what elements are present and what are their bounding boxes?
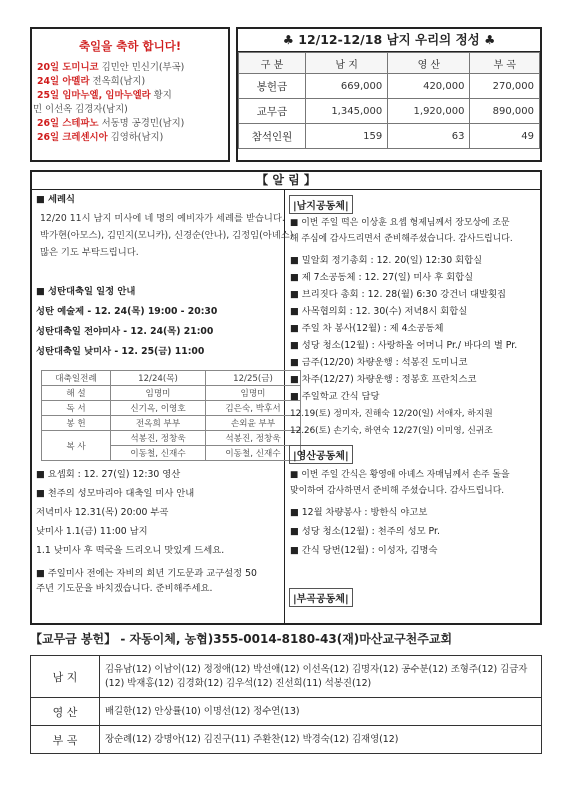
donors-label: 부 곡 [31,726,100,754]
stats-cell: 669,000 [306,74,388,99]
schedule-cell: 손외윤 부부 [206,416,301,431]
namji-line: ■ 성당 청소(12월) : 사랑하올 어머니 Pr./ 바다의 별 Pr. [290,340,518,351]
offering-stats [236,27,542,162]
namji-line: ■ 제 7소공동체 : 12. 27(일) 미사 후 회합실 [290,272,474,283]
stats-row-label: 참석인원 [239,124,306,149]
schedule-cell: 독 서 [42,401,111,416]
stats-title: ♣ 12/12-12/18 남지 우리의 정성 ♣ [238,29,540,52]
notice-line: ■ 천주의 성모마리아 대축일 미사 안내 [36,488,195,499]
stats-cell: 1,920,000 [388,99,470,124]
schedule-cell: 전옥희 부부 [111,416,206,431]
christmas-schedule-table [41,370,301,461]
schedule-cell: 김은숙, 박후서 [206,401,301,416]
schedule-header: 12/25(금) [206,371,301,386]
baptism-line: 박가현(아모스), 김민지(모니카), 신경순(안나), 김정임(아녜스) [40,230,294,241]
namji-line: ■ 브리짓다 총회 : 12. 28(월) 6:30 강건너 대발횟집 [290,289,507,300]
donors-table [30,655,542,754]
namji-line: 해 주심에 감사드리면서 준비해주셨습니다. 감사드립니다. [290,234,513,244]
notice-line: 저녁미사 12.31(목) 20:00 부곡 [36,507,169,518]
donors-names: 장순례(12) 강명아(12) 김진구(11) 주환찬(12) 박경숙(12) 김재영(12) [100,726,542,754]
yeongsan-line: ■ 성당 청소(12월) : 천주의 성모 Pr. [290,526,440,537]
notice-line: 낮미사 1.1(금) 11:00 남지 [36,526,148,537]
feast-day-box [30,27,230,162]
stats-cell: 1,345,000 [306,99,388,124]
donors-names: 김유남(12) 이남이(12) 정정애(12) 박선애(12) 이선옥(12) 김명자(12) 공수분(12) 조형주(12) 김금자(12) 박재홍(12) 김경화(12) 김우석(12) 진선희(11) 석봉진(12) [100,656,542,698]
namji-community-heading: |남지공동체| [289,195,353,214]
namji-line: ■ 금주(12/20) 차량운행 : 석봉진 도미니코 [290,357,468,368]
stats-cell: 890,000 [470,99,540,124]
yeongsan-line: ■ 12월 차량봉사 : 방한식 야고보 [290,507,428,518]
notice-title: 【 알 림 】 [30,170,542,190]
feast-entry: 20일 도미니코 김민안 민신기(부곡) [37,62,185,73]
namji-line: ■ 주일 차 봉사(12월) : 제 4소공동체 [290,323,444,334]
feast-title: 축일을 축하 합니다! [78,39,182,53]
yeongsan-line: ■ 간식 당번(12월) : 이성자, 김명숙 [290,545,438,556]
schedule-header: 대축일전례 [42,371,111,386]
baptism-line: 많은 기도 부탁드립니다. [40,247,139,258]
schedule-cell: 봉 헌 [42,416,111,431]
namji-line: ■ 주일학교 간식 담당 [290,391,380,402]
stats-col-header: 남 지 [306,53,388,74]
schedule-cell: 임명미 [206,386,301,401]
notice-line: 1.1 낮미사 후 떡국을 드리오니 맛있게 드세요. [36,545,225,556]
namji-line: ■ 사목협의회 : 12. 30(수) 저녁8시 회합실 [290,306,468,317]
yeongsan-line: 맞이하여 감사하면서 준비해 주셨습니다. 감사드립니다. [290,486,505,496]
tithe-bank-info: 【교무금 봉헌】 - 자동이체, 농협)355-0014-8180-43(재)마산교구천주교회 [30,632,453,646]
namji-line: ■ 이번 주일 떡은 이상훈 요셉 형제님께서 장모상에 조문 [290,218,510,228]
baptism-heading: ■ 세례식 [36,194,75,205]
stats-cell: 270,000 [470,74,540,99]
schedule-cell: 이동철, 신재수 [111,446,206,461]
stats-col-header: 부 곡 [470,53,540,74]
feast-entry: 25일 임마누엘, 임마누엘라 황지 [37,90,172,101]
namji-line: 12.26(토) 손기숙, 하연숙 12/27(일) 이미영, 신귀조 [290,426,493,436]
schedule-cell: 이동철, 신재수 [206,446,301,461]
namji-line: 12.19(토) 정미자, 진해숙 12/20(일) 서애자, 하지원 [290,409,493,419]
donors-label: 영 산 [31,698,100,726]
christmas-line: 성탄 예술제 - 12. 24(목) 19:00 - 20:30 [36,306,218,317]
donors-names: 배길한(12) 안상률(10) 이명선(12) 정수연(13) [100,698,542,726]
stats-cell: 420,000 [388,74,470,99]
schedule-cell: 해 설 [42,386,111,401]
stats-cell: 159 [306,124,388,149]
namji-line: ■ 차주(12/27) 차량운행 : 정봉호 프란치스코 [290,374,477,385]
feast-entry: 24일 아멜라 전옥희(남지) [37,76,146,87]
stats-row-label: 봉헌금 [239,74,306,99]
schedule-cell: 석봉진, 정창욱 [111,431,206,446]
yeongsan-line: ■ 이번 주일 간식은 황영애 아녜스 자매님께서 손주 돌을 [290,470,510,480]
feast-entry: 26일 스테파노 서동명 공경민(남지) [37,118,185,129]
christmas-line: 성탄대축일 전야미사 - 12. 24(목) 21:00 [36,326,214,337]
notice-line: 주년 기도문을 바치겠습니다. 준비해주세요. [36,583,213,594]
schedule-cell: 임명미 [111,386,206,401]
baptism-line: 12/20 11시 남지 미사에 네 명의 예비자가 세례를 받습니다. [40,213,285,224]
yeongsan-community-heading: |영산공동체| [289,445,353,464]
christmas-heading: ■ 성탄대축일 일정 안내 [36,286,136,297]
schedule-cell: 복 사 [42,431,111,461]
stats-cell: 63 [388,124,470,149]
donors-label: 남 지 [31,656,100,698]
stats-col-header: 구 분 [239,53,306,74]
christmas-line: 성탄대축일 낮미사 - 12. 25(금) 11:00 [36,346,205,357]
namji-line: ■ 밀알회 정기총회 : 12. 20(일) 12:30 회합실 [290,255,483,266]
schedule-cell: 신기옥, 이영호 [111,401,206,416]
stats-cell: 49 [470,124,540,149]
stats-table [238,52,540,149]
bugok-community-heading: |부곡공동체| [289,588,353,607]
notice-line: ■ 요셉회 : 12. 27(일) 12:30 영산 [36,469,181,480]
schedule-cell: 석봉진, 정창욱 [206,431,301,446]
feast-entry: 26일 크레센시아 김영하(남지) [37,132,164,143]
stats-row-label: 교무금 [239,99,306,124]
stats-col-header: 영 산 [388,53,470,74]
feast-entry: 민 이선옥 김경자(남지) [33,104,128,115]
schedule-header: 12/24(목) [111,371,206,386]
notice-line: ■ 주일미사 전에는 자비의 희년 기도문과 교구설정 50 [36,568,257,579]
